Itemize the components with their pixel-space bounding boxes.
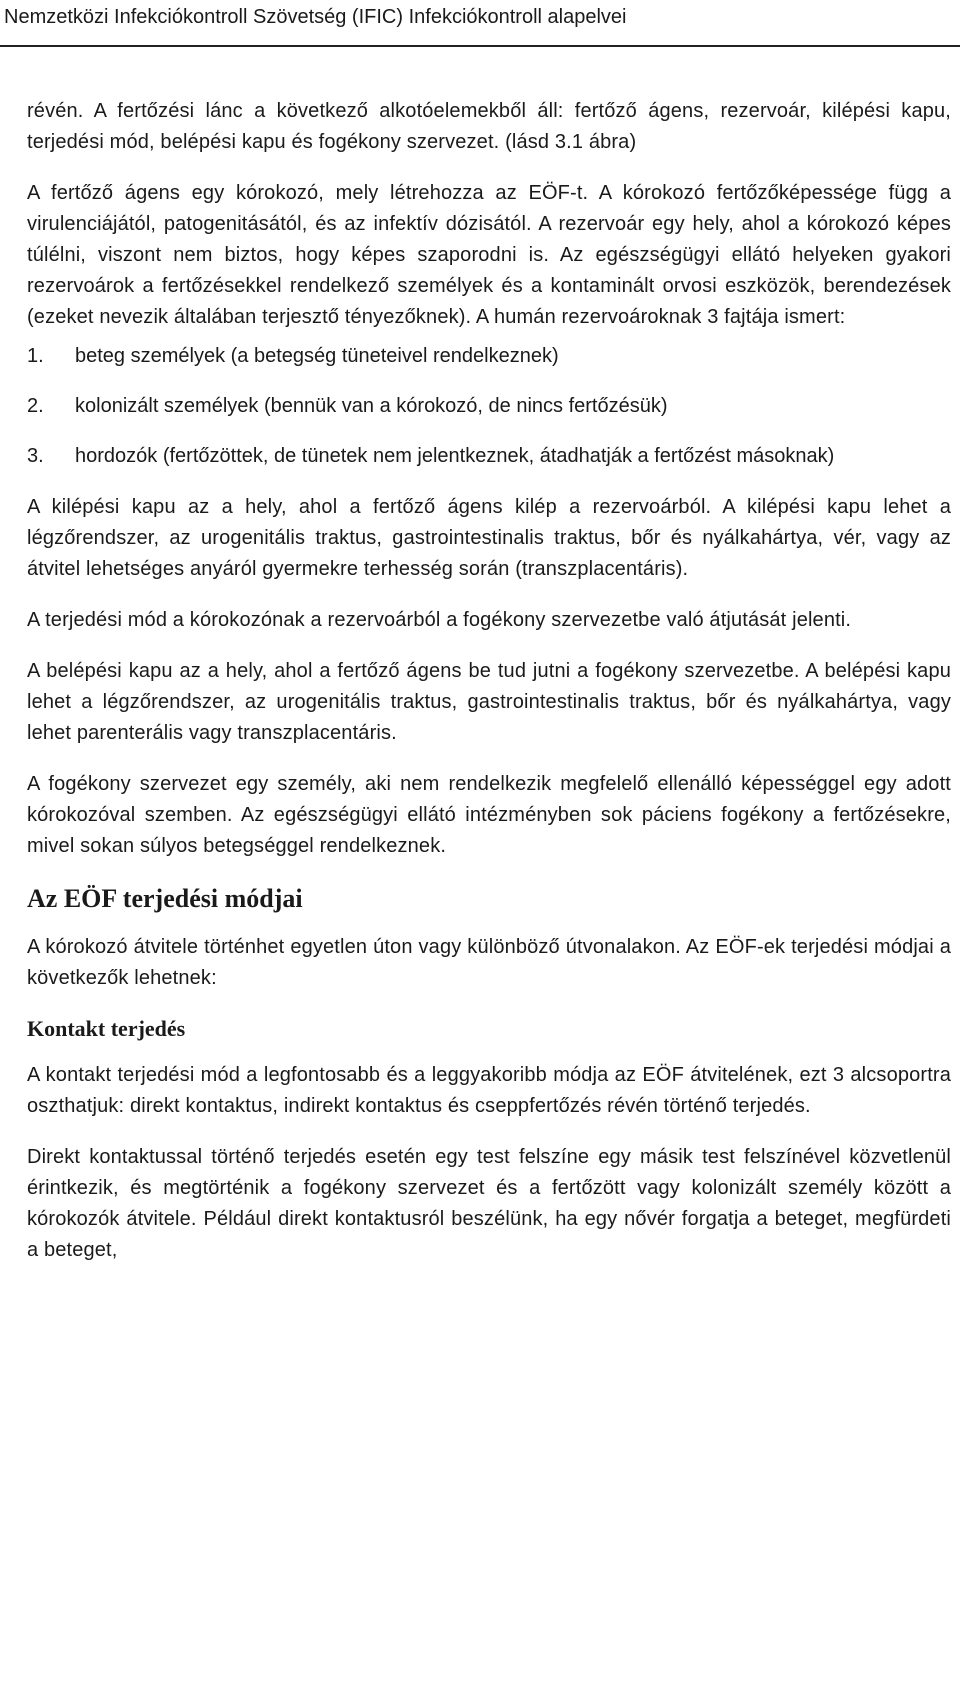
- paragraph-direct-contact: Direkt kontaktussal történő terjedés esetén egy test felszíne egy másik test felszínével közvetlenül érintkezik, és megtörténik a fogékony szervezet és a fertőzött vagy kolonizált személy között a kórokozók átvitele. Például direkt kontaktusról beszélünk, ha egy nővér forgatja a beteget, megfürdeti a beteget,: [27, 1146, 951, 1261]
- paragraph-portal-of-exit: A kilépési kapu az a hely, ahol a fertőző ágens kilép a rezervoárból. A kilépési kapu lehet a légzőrendszer, az urogenitális traktus, gastrointestinalis traktus, bőr és nyálkahártya, vér, vagy az átvitel lehetséges anyáról gyermekre terhesség során (transzplacentáris).: [27, 496, 951, 580]
- list-text: kolonizált személyek (bennük van a kórokozó, de nincs fertőzésük): [75, 395, 668, 417]
- reservoir-list: [27, 341, 951, 472]
- list-item: [27, 441, 951, 472]
- paragraph-transmission-routes: A kórokozó átvitele történhet egyetlen úton vagy különböző útvonalakon. Az EÖF-ek terjedési módjai a következők lehetnek:: [27, 936, 951, 989]
- list-number: 2.: [27, 395, 44, 417]
- section-heading: Az EÖF terjedési módjai: [27, 884, 303, 913]
- list-text: beteg személyek (a betegség tüneteivel rendelkeznek): [75, 345, 559, 367]
- list-item: [27, 341, 951, 372]
- header-divider: [0, 45, 960, 47]
- subsection-heading: Kontakt terjedés: [27, 1016, 186, 1041]
- paragraph-infection-chain: révén. A fertőzési lánc a következő alkotóelemekből áll: fertőző ágens, rezervoár, kilépési kapu, terjedési mód, belépési kapu és fogékony szervezet. (lásd 3.1 ábra): [27, 100, 951, 153]
- paragraph-contact-transmission: A kontakt terjedési mód a legfontosabb és a leggyakoribb módja az EÖF átvitelének, ezt 3 alcsoportra oszthatjuk: direkt kontaktus, indirekt kontaktus és cseppfertőzés révén történő terjedés.: [27, 1064, 951, 1117]
- paragraph-infectious-agent: A fertőző ágens egy kórokozó, mely létrehozza az EÖF-t. A kórokozó fertőzőképessége függ a virulenciájától, patogenitásától, és az infektív dózisától. A rezervoár egy hely, ahol a kórokozó képes túlélni, viszont nem biztos, hogy képes szaporodni is. Az egészségügyi ellátó helyeken gyakori rezervoárok a fertőzésekkel rendelkező személyek és a kontaminált orvosi eszközök, berendezések (ezeket nevezik általában terjesztő tényezőknek). A humán rezervoároknak 3 fajtája ismert:: [27, 182, 951, 328]
- list-item: [27, 391, 951, 422]
- list-number: 1.: [27, 345, 44, 367]
- page-header: [0, 0, 960, 44]
- list-text: hordozók (fertőzöttek, de tünetek nem jelentkeznek, átadhatják a fertőzést másoknak): [75, 445, 835, 467]
- running-header: Nemzetközi Infekciókontroll Szövetség (IFIC) Infekciókontroll alapelvei: [4, 6, 627, 28]
- list-number: 3.: [27, 445, 44, 467]
- paragraph-susceptible-host: A fogékony szervezet egy személy, aki nem rendelkezik megfelelő ellenálló képességgel egy adott kórokozóval szemben. Az egészségügyi ellátó intézményben sok páciens fogékony a fertőzésekre, mivel sokan súlyos betegséggel rendelkeznek.: [27, 773, 951, 857]
- paragraph-mode-of-transmission: A terjedési mód a kórokozónak a rezervoárból a fogékony szervezetbe való átjutását jelenti.: [27, 609, 852, 631]
- document-body: [27, 96, 951, 1286]
- paragraph-portal-of-entry: A belépési kapu az a hely, ahol a fertőző ágens be tud jutni a fogékony szervezetbe. A belépési kapu lehet a légzőrendszer, az urogenitális traktus, gastrointestinalis traktus, bőr és nyálkahártya, vagy lehet parenterális vagy transzplacentáris.: [27, 660, 951, 744]
